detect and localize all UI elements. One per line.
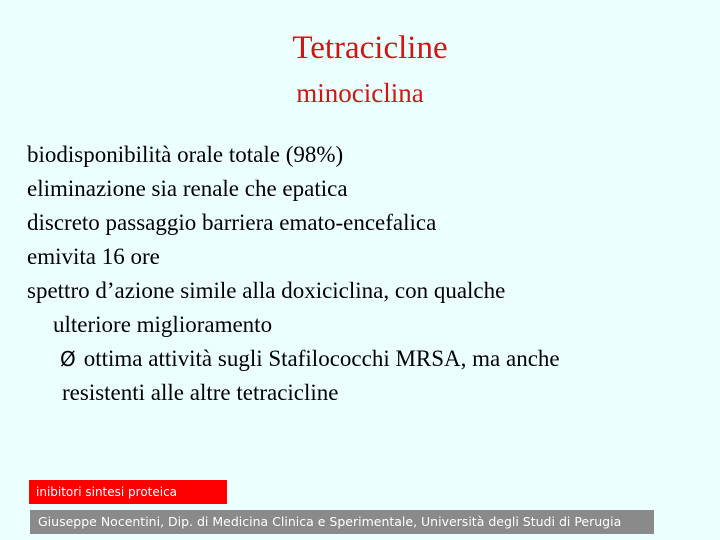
slide-subtitle: minociclina xyxy=(296,78,424,108)
footer-credit: Giuseppe Nocentini, Dip. di Medicina Clinica e Sperimentale, Università degli Studi di Perugia xyxy=(30,510,654,534)
body-line: discreto passaggio barriera emato-encefalica xyxy=(27,210,437,235)
body-line: ulteriore miglioramento xyxy=(53,312,273,337)
body-line: resistenti alle altre tetracicline xyxy=(62,380,339,405)
sub-bullet-line xyxy=(27,342,707,376)
body-line: biodisponibilità orale totale (98%) xyxy=(27,142,344,167)
body-line: eliminazione sia renale che epatica xyxy=(27,176,348,201)
topic-tag: inibitori sintesi proteica xyxy=(29,480,227,504)
slide-title: Tetracicline xyxy=(292,30,448,66)
sub-bullet-text: ottima attività sugli Stafilococchi MRSA, ma anche xyxy=(83,346,560,371)
slide-body xyxy=(27,138,707,410)
body-line: spettro d’azione simile alla doxiciclina, con qualche xyxy=(27,278,506,303)
arrow-bullet-icon: Ø xyxy=(60,347,76,371)
body-line: emivita 16 ore xyxy=(27,244,160,269)
